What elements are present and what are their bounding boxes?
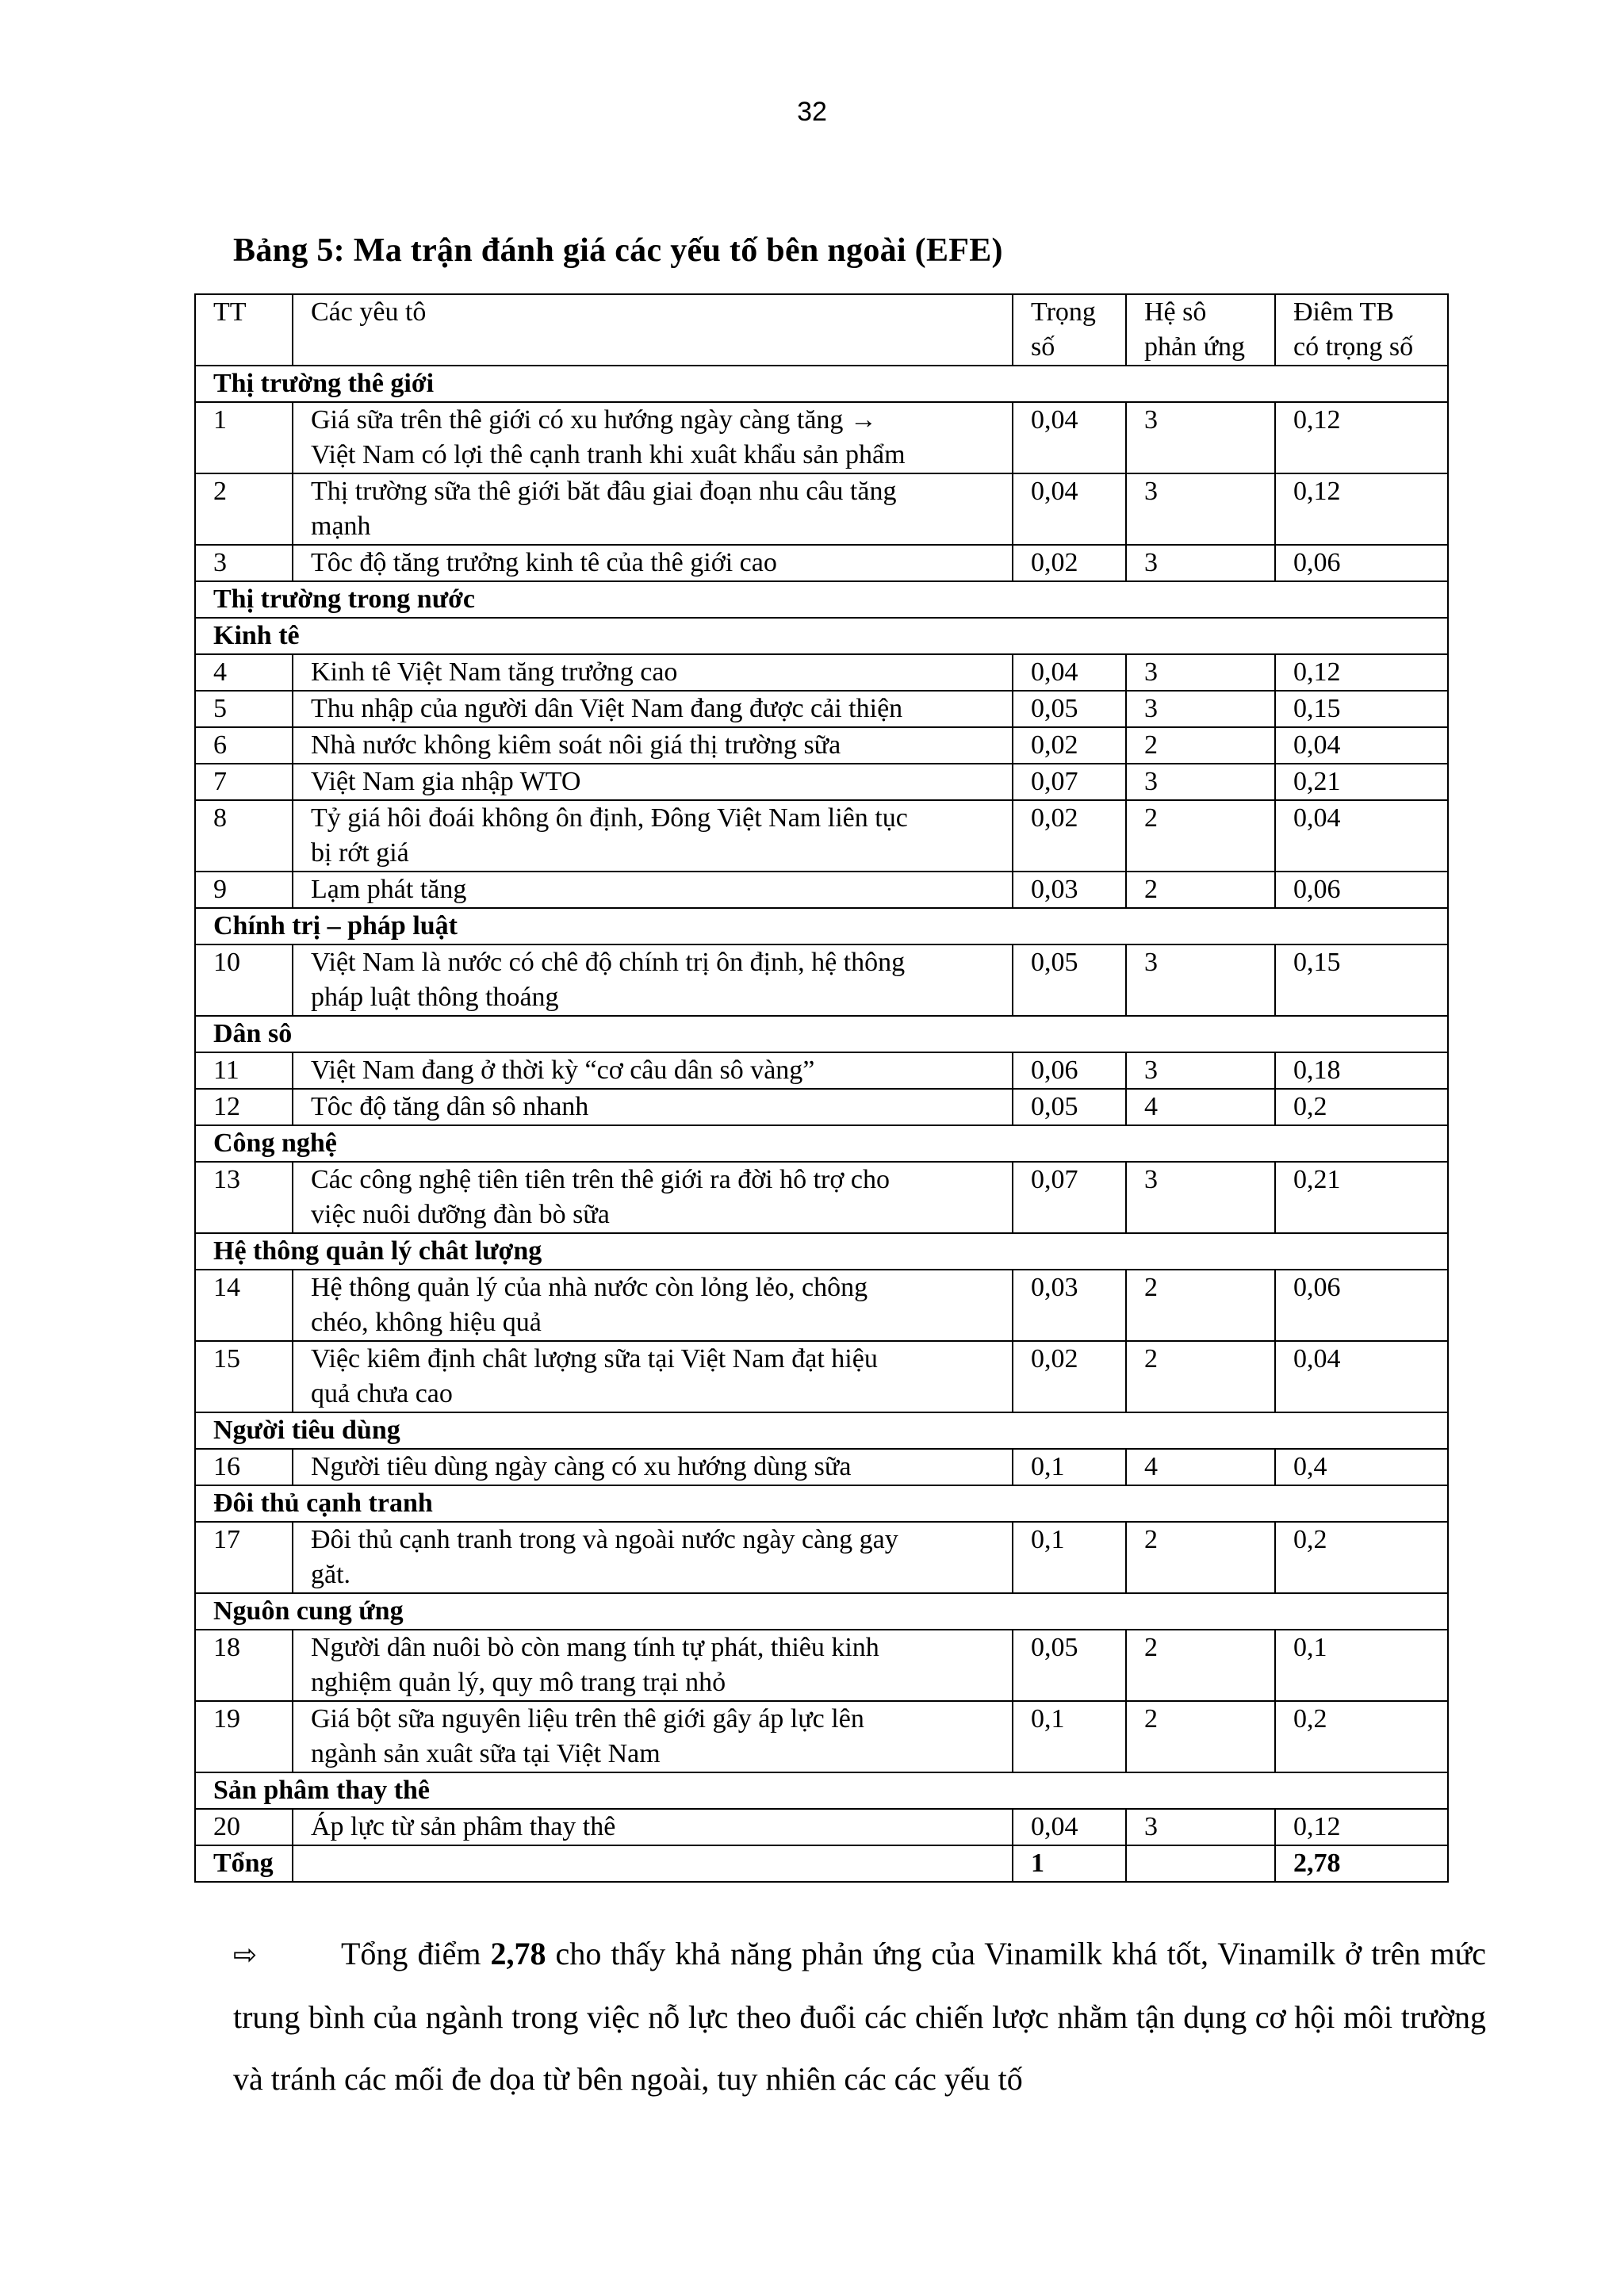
cell-tt: 11: [195, 1052, 293, 1089]
table-row: [195, 654, 1448, 691]
table-row: [195, 1809, 1448, 1845]
cell-response: 3: [1126, 764, 1275, 800]
page-number: 32: [797, 97, 827, 127]
table-row: [195, 1522, 1448, 1593]
cell-response: 2: [1126, 1270, 1275, 1341]
section-header-row: [195, 581, 1448, 618]
efe-table-body: [195, 294, 1448, 1882]
cell-tt: 5: [195, 691, 293, 727]
cell-tt: 2: [195, 473, 293, 545]
cell-score: 0,12: [1275, 473, 1448, 545]
cell-weight: 0,05: [1013, 944, 1126, 1016]
cell-score: 0,21: [1275, 1162, 1448, 1233]
section-title: Dân sô: [195, 1016, 1448, 1052]
section-header-row: [195, 1125, 1448, 1162]
arrow-right-icon: ⇨: [233, 1939, 258, 1971]
cell-tt: 9: [195, 872, 293, 908]
cell-tt: 20: [195, 1809, 293, 1845]
cell-score: 0,04: [1275, 800, 1448, 872]
cell-response: 3: [1126, 1052, 1275, 1089]
cell-factor: Giá sữa trên thê giới có xu hướng ngày càng tăng → Việt Nam có lợi thê cạnh tranh khi xuât khẩu sản phẩm: [293, 402, 1013, 473]
table-row: [195, 1162, 1448, 1233]
cell-factor: Việc kiêm định chât lượng sữa tại Việt Nam đạt hiệu quả chưa cao: [293, 1341, 1013, 1412]
cell-tt: 6: [195, 727, 293, 764]
section-header-row: [195, 1593, 1448, 1630]
section-header-row: [195, 908, 1448, 944]
table-row: [195, 545, 1448, 581]
section-header-row: [195, 1772, 1448, 1809]
cell-score: 0,06: [1275, 1270, 1448, 1341]
section-header-row: [195, 1412, 1448, 1449]
conclusion-total-score: 2,78: [490, 1936, 546, 1971]
cell-weight: 0,06: [1013, 1052, 1126, 1089]
cell-score: 0,1: [1275, 1630, 1448, 1701]
table-row: [195, 473, 1448, 545]
table-row: [195, 1449, 1448, 1485]
cell-weight: 0,07: [1013, 764, 1126, 800]
cell-score: 0,12: [1275, 1809, 1448, 1845]
section-title: Nguôn cung ứng: [195, 1593, 1448, 1630]
cell-response: 3: [1126, 654, 1275, 691]
table-row: [195, 727, 1448, 764]
cell-factor: Kinh tê Việt Nam tăng trưởng cao: [293, 654, 1013, 691]
cell-response: 2: [1126, 872, 1275, 908]
section-title: Chính trị – pháp luật: [195, 908, 1448, 944]
cell-score: 0,12: [1275, 654, 1448, 691]
cell-tt: 19: [195, 1701, 293, 1772]
cell-factor: Tỷ giá hôi đoái không ôn định, Đông Việt Nam liên tục bị rớt giá: [293, 800, 1013, 872]
cell-factor: Người tiêu dùng ngày càng có xu hướng dùng sữa: [293, 1449, 1013, 1485]
cell-weight: 0,1: [1013, 1449, 1126, 1485]
cell-tt: 16: [195, 1449, 293, 1485]
total-score: 2,78: [1275, 1845, 1448, 1882]
cell-response: 3: [1126, 1162, 1275, 1233]
cell-score: 0,06: [1275, 872, 1448, 908]
cell-factor: Việt Nam gia nhập WTO: [293, 764, 1013, 800]
cell-tt: 1: [195, 402, 293, 473]
cell-weight: 0,05: [1013, 1630, 1126, 1701]
section-title: Kinh tê: [195, 618, 1448, 654]
conclusion-text-before: Tổng điểm: [341, 1936, 491, 1971]
cell-score: 0,18: [1275, 1052, 1448, 1089]
total-empty: [293, 1845, 1013, 1882]
cell-score: 0,2: [1275, 1089, 1448, 1125]
header-weight: Trọng số: [1013, 294, 1126, 366]
cell-response: 3: [1126, 545, 1275, 581]
cell-factor: Thị trường sữa thê giới băt đâu giai đoạn nhu câu tăng mạnh: [293, 473, 1013, 545]
cell-response: 2: [1126, 800, 1275, 872]
cell-factor: Thu nhập của người dân Việt Nam đang được cải thiện: [293, 691, 1013, 727]
cell-response: 3: [1126, 402, 1275, 473]
cell-response: 2: [1126, 1341, 1275, 1412]
cell-weight: 0,04: [1013, 402, 1126, 473]
cell-response: 3: [1126, 691, 1275, 727]
table-row: [195, 691, 1448, 727]
table-row: [195, 1270, 1448, 1341]
cell-factor: Giá bột sữa nguyên liệu trên thê giới gây áp lực lên ngành sản xuât sữa tại Việt Nam: [293, 1701, 1013, 1772]
cell-score: 0,12: [1275, 402, 1448, 473]
cell-score: 0,04: [1275, 727, 1448, 764]
header-score: Điêm TB có trọng số: [1275, 294, 1448, 366]
table-row: [195, 764, 1448, 800]
cell-factor: Người dân nuôi bò còn mang tính tự phát, thiêu kinh nghiệm quản lý, quy mô trang trại nhỏ: [293, 1630, 1013, 1701]
cell-tt: 4: [195, 654, 293, 691]
section-title: Người tiêu dùng: [195, 1412, 1448, 1449]
total-weight: 1: [1013, 1845, 1126, 1882]
cell-score: 0,15: [1275, 691, 1448, 727]
table-row: [195, 872, 1448, 908]
cell-weight: 0,07: [1013, 1162, 1126, 1233]
cell-score: 0,4: [1275, 1449, 1448, 1485]
cell-weight: 0,1: [1013, 1522, 1126, 1593]
section-title: Sản phâm thay thê: [195, 1772, 1448, 1809]
cell-factor: Lạm phát tăng: [293, 872, 1013, 908]
cell-factor: Đôi thủ cạnh tranh trong và ngoài nước ngày càng gay găt.: [293, 1522, 1013, 1593]
cell-factor: Việt Nam đang ở thời kỳ “cơ câu dân sô vàng”: [293, 1052, 1013, 1089]
cell-tt: 14: [195, 1270, 293, 1341]
conclusion-paragraph: [233, 1923, 1486, 2110]
cell-factor: Các công nghệ tiên tiên trên thê giới ra đời hô trợ cho việc nuôi dưỡng đàn bò sữa: [293, 1162, 1013, 1233]
cell-weight: 0,02: [1013, 727, 1126, 764]
section-header-row: [195, 1485, 1448, 1522]
header-response: Hệ sô phản ứng: [1126, 294, 1275, 366]
cell-response: 2: [1126, 1701, 1275, 1772]
cell-score: 0,21: [1275, 764, 1448, 800]
cell-score: 0,15: [1275, 944, 1448, 1016]
cell-factor: Tôc độ tăng trưởng kinh tê của thê giới cao: [293, 545, 1013, 581]
table-row: [195, 800, 1448, 872]
header-factor: Các yêu tô: [293, 294, 1013, 366]
cell-tt: 13: [195, 1162, 293, 1233]
cell-score: 0,2: [1275, 1701, 1448, 1772]
conclusion-text-after: cho thấy khả năng phản ứng của Vinamilk khá tốt, Vinamilk ở trên mức trung bình của ngành trong việc nỗ lực theo đuổi các chiến lược nhằm tận dụng cơ hội môi trường và tránh các mối đe dọa từ bên ngoài, tuy nhiên các các yếu tố: [233, 1936, 1487, 2097]
section-title: Công nghệ: [195, 1125, 1448, 1162]
table-header-row: [195, 294, 1448, 366]
efe-matrix-table: [194, 293, 1449, 1883]
cell-tt: 3: [195, 545, 293, 581]
cell-factor: Nhà nước không kiêm soát nôi giá thị trường sữa: [293, 727, 1013, 764]
cell-tt: 18: [195, 1630, 293, 1701]
table-row: [195, 1052, 1448, 1089]
section-header-row: [195, 366, 1448, 402]
table-row: [195, 944, 1448, 1016]
section-header-row: [195, 1233, 1448, 1270]
table-row: [195, 1630, 1448, 1701]
table-row: [195, 402, 1448, 473]
cell-factor: Việt Nam là nước có chê độ chính trị ôn định, hệ thông pháp luật thông thoáng: [293, 944, 1013, 1016]
section-header-row: [195, 618, 1448, 654]
section-header-row: [195, 1016, 1448, 1052]
cell-response: 4: [1126, 1089, 1275, 1125]
cell-score: 0,06: [1275, 545, 1448, 581]
table-row: [195, 1701, 1448, 1772]
cell-response: 3: [1126, 944, 1275, 1016]
cell-tt: 7: [195, 764, 293, 800]
cell-response: 3: [1126, 473, 1275, 545]
cell-response: 3: [1126, 1809, 1275, 1845]
table-row: [195, 1341, 1448, 1412]
cell-weight: 0,03: [1013, 1270, 1126, 1341]
table-title: Bảng 5: Ma trận đánh giá các yếu tố bên ngoài (EFE): [233, 232, 1003, 269]
section-title: Hệ thông quản lý chât lượng: [195, 1233, 1448, 1270]
cell-weight: 0,02: [1013, 800, 1126, 872]
cell-factor: Áp lực từ sản phâm thay thê: [293, 1809, 1013, 1845]
section-title: Thị trường thê giới: [195, 366, 1448, 402]
table-row: [195, 1089, 1448, 1125]
cell-factor: Tôc độ tăng dân sô nhanh: [293, 1089, 1013, 1125]
cell-tt: 12: [195, 1089, 293, 1125]
cell-response: 2: [1126, 727, 1275, 764]
cell-response: 4: [1126, 1449, 1275, 1485]
cell-weight: 0,04: [1013, 473, 1126, 545]
cell-tt: 10: [195, 944, 293, 1016]
cell-weight: 0,04: [1013, 1809, 1126, 1845]
section-title: Thị trường trong nước: [195, 581, 1448, 618]
cell-weight: 0,04: [1013, 654, 1126, 691]
cell-weight: 0,05: [1013, 1089, 1126, 1125]
cell-score: 0,2: [1275, 1522, 1448, 1593]
cell-tt: 17: [195, 1522, 293, 1593]
cell-weight: 0,03: [1013, 872, 1126, 908]
total-empty-response: [1126, 1845, 1275, 1882]
cell-weight: 0,1: [1013, 1701, 1126, 1772]
section-title: Đôi thủ cạnh tranh: [195, 1485, 1448, 1522]
cell-tt: 15: [195, 1341, 293, 1412]
total-label: Tổng: [195, 1845, 293, 1882]
cell-score: 0,04: [1275, 1341, 1448, 1412]
header-tt: TT: [195, 294, 293, 366]
cell-tt: 8: [195, 800, 293, 872]
cell-factor: Hệ thông quản lý của nhà nước còn lỏng lẻo, chông chéo, không hiệu quả: [293, 1270, 1013, 1341]
cell-response: 2: [1126, 1522, 1275, 1593]
cell-weight: 0,02: [1013, 545, 1126, 581]
cell-response: 2: [1126, 1630, 1275, 1701]
cell-weight: 0,02: [1013, 1341, 1126, 1412]
cell-weight: 0,05: [1013, 691, 1126, 727]
total-row: [195, 1845, 1448, 1882]
